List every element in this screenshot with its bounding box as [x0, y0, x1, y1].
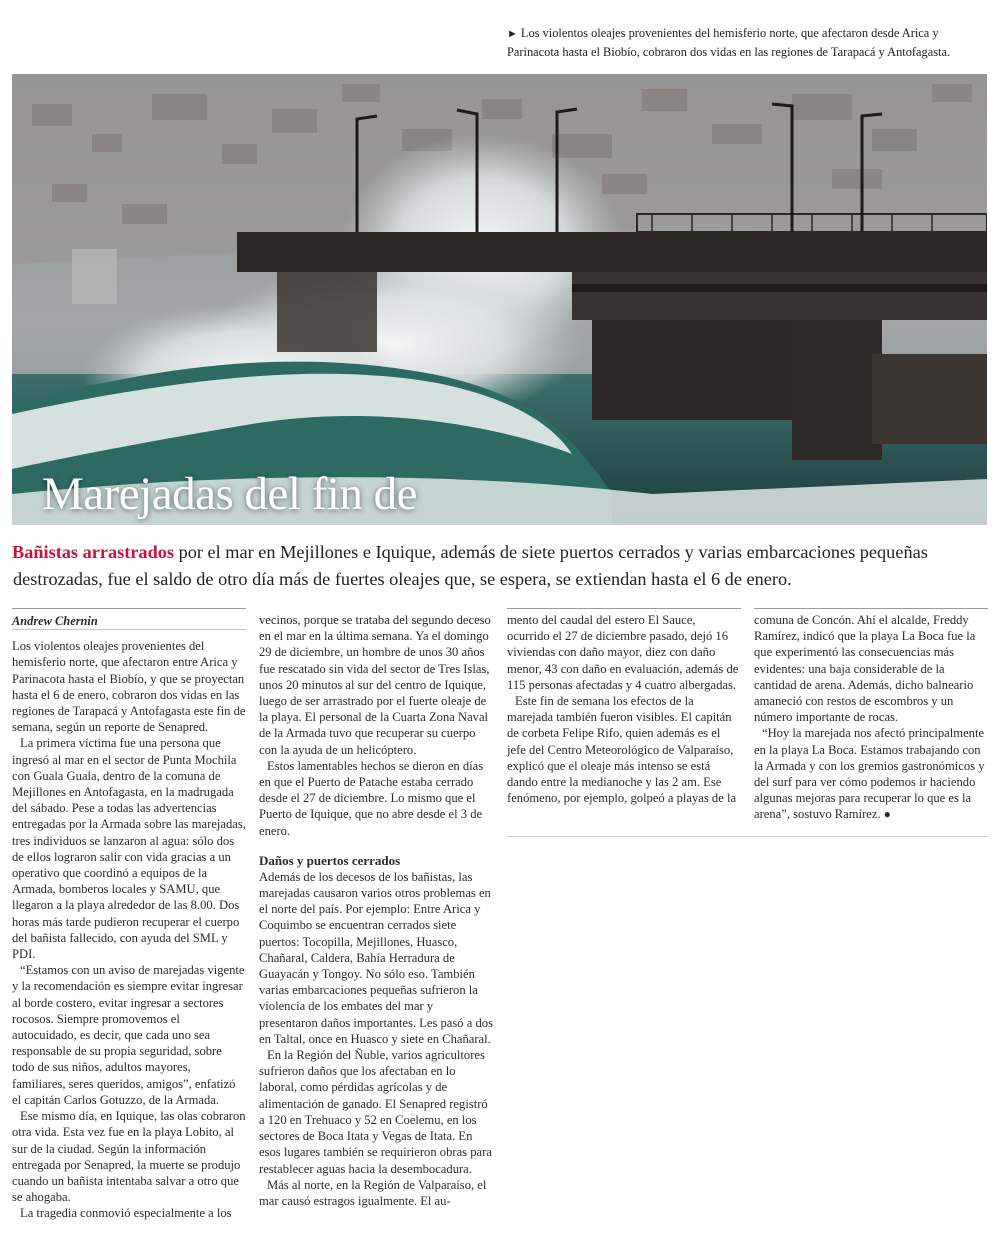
paragraph: La primera víctima fue una persona que ingresó al mar en el sector de Punta Mochila con Guala Guala, dentro de la comuna de Mejillones en Antofagasta, en la madrugada del sábado. Pese a todas las advertencias entregadas por la Armada sobre las marejadas, tres individuos se lanzaron al agua: sólo dos de ellos lograron salir con vida gracias a un operativo que coordinó a equipos de la Armada, bomberos locales y SAMU, que llegaron a la playa alrededor de las 8.00. Dos horas más tarde pudieron recuperar el cuerpo del bañista fallecido, con ayuda del SML y PDI.	[12, 736, 246, 962]
article-column-2	[259, 612, 493, 1209]
article-column-1	[12, 613, 246, 1222]
column-rule	[507, 608, 741, 609]
headline-line-1: Marejadas del fin de	[42, 468, 417, 520]
headline	[42, 466, 742, 525]
lead-kicker: Bañistas arrastrados	[12, 542, 174, 562]
author-byline: Andrew Chernin	[12, 614, 98, 628]
paragraph: La tragedia conmovió especialmente a los	[20, 1206, 232, 1221]
caption-text: Los violentos oleajes provenientes del hemisferio norte, que afectaron desde Arica y Parinacota hasta el Biobío, cobraron dos vidas en las regiones de Tarapacá y Antofagasta.	[507, 26, 951, 59]
paragraph-text: “Hoy la marejada nos afectó principalmente en la playa La Boca. Estamos trabajando con la Armada y con los gremios gastronómicos y del surf para ver cómo podemos ir haciendo algunas mejoras para recuperar lo que es la arena”, sostuvo Ramírez.	[754, 726, 985, 822]
paragraph: vecinos, porque se trataba del segundo deceso en el mar en la última semana. Ya el domingo 29 de diciembre, un hombre de unos 30 años fue rescatado sin vida del sector de Tres Islas, unos 20 minutos al sur del centro de Iquique, luego de ser arrastrado por el fuerte oleaje de la playa. El personal de la Cuarta Zona Naval de la Armada tuvo que recuperar su cuerpo con la ayuda de un helicóptero.	[259, 613, 491, 757]
paragraph: Más al norte, en la Región de Valparaíso, el mar causó estragos igualmente. El au-	[259, 1177, 487, 1208]
article-column-4	[754, 612, 988, 823]
headline-line-2	[42, 524, 554, 525]
paragraph: Los violentos oleajes provenientes del hemisferio norte, que afectaron entre Arica y Parinacota hasta el Biobío, y que se proyectan hasta el 6 de enero, cobraron dos vidas en las regiones de Tarapacá y Antofagasta este fin de semana, según un reporte de Senapred.	[12, 639, 246, 735]
column-end-rule	[507, 836, 988, 837]
paragraph: Ese mismo día, en Iquique, las olas cobraron otra vida. Esta vez fue en la playa Lobito, al sur de la ciudad. Según la información entregada por Senapred, la muerte se produjo cuando un bañista intentaba salvar a otro que se ahogaba.	[12, 1109, 246, 1205]
paragraph: mento del caudal del estero El Sauce, ocurrido el 27 de diciembre pasado, dejó 16 viviendas con daño mayor, diez con daño menor, 43 con daño en evaluación, además de 115 personas afectadas y 4 cuatro albergadas.	[507, 613, 739, 692]
paragraph: Además de los decesos de los bañistas, las marejadas causaron varios otros problemas en el norte del país. Por ejemplo: Entre Arica y Coquimbo se encuentran cerrados siete puertos: Tocopilla, Mejillones, Huasco, Chañaral, Caldera, Bahía Herradura de Guayacán y Tongoy. No sólo eso. También varias embarcaciones pequeñas sufrieron la violencia de los embates del mar y presentaron daños importantes. Les pasó a dos en Taltal, once en Huasco y siete en Chañaral.	[259, 869, 493, 1046]
paragraph: Estos lamentables hechos se dieron en días en que el Puerto de Patache estaba cerrado desde el 27 de diciembre. Lo mismo que el Puerto de Iquique, que no abre desde el 3 de enero.	[259, 758, 484, 838]
main-photo	[12, 74, 987, 525]
paragraph: “Estamos con un aviso de marejadas vigente y la recomendación es siempre evitar ingresar al borde costero, evitar ingresar a sectores rocosos. Siempre promovemos el autocuidado, es decir, que cada uno sea responsable de su propia seguridad, sobre todo de sus niños, adultos mayores, familiares, seres queridos, amigos”, enfatizó el capitán Carlos Gotuzzo, de la Armada.	[12, 963, 245, 1107]
paragraph: En la Región del Ñuble, varios agricultores sufrieron daños que los afectaban en lo laboral, como pérdidas agrícolas y de alimentación de ganado. El Senapred registró a 120 en Trehuaco y 52 en Coelemu, en los sectores de Boca Itata y Vegas de Itata. En esos lugares también se requirieron obras para restablecer aguas hacia la desembocadura.	[259, 1048, 492, 1176]
column-rule	[12, 608, 246, 609]
end-mark-icon: ●	[883, 807, 891, 822]
lead-line-1: por el mar en Mejillones e Iquique, además de siete puertos cerrados y varias embarcaciones pequeñas	[174, 542, 928, 562]
paragraph: Este fin de semana los efectos de la marejada también fueron visibles. El capitán de corbeta Felipe Rifo, quien además es el jefe del Centro Meteorológico de Valparaíso, explicó que el oleaje más intenso se está dando entre la medianoche y las 2 am. Ese fenómeno, por ejemplo, golpeó a playas de la	[507, 694, 737, 806]
column-rule	[754, 608, 988, 609]
photo-caption	[507, 24, 985, 61]
article-column-3	[507, 612, 741, 806]
section-subheading: Daños y puertos cerrados	[259, 852, 401, 868]
lead-line-2: destrozadas, fue el saldo de otro día más de fuertes oleajes que, se espera, se extiendan hasta el 6 de enero.	[13, 569, 792, 589]
paragraph: comuna de Concón. Ahí el alcalde, Freddy Ramírez, indicó que la playa La Boca fue la que experimentó las consecuencias más evidentes: una baja considerable de la cantidad de arena. Además, dicho balneario amaneció con restos de escombros y un número importante de rocas.	[754, 613, 976, 725]
lead-paragraph	[12, 539, 987, 593]
paragraph	[754, 725, 988, 822]
wave-pier-illustration	[12, 74, 987, 525]
caption-arrow-icon: ►	[507, 28, 518, 40]
